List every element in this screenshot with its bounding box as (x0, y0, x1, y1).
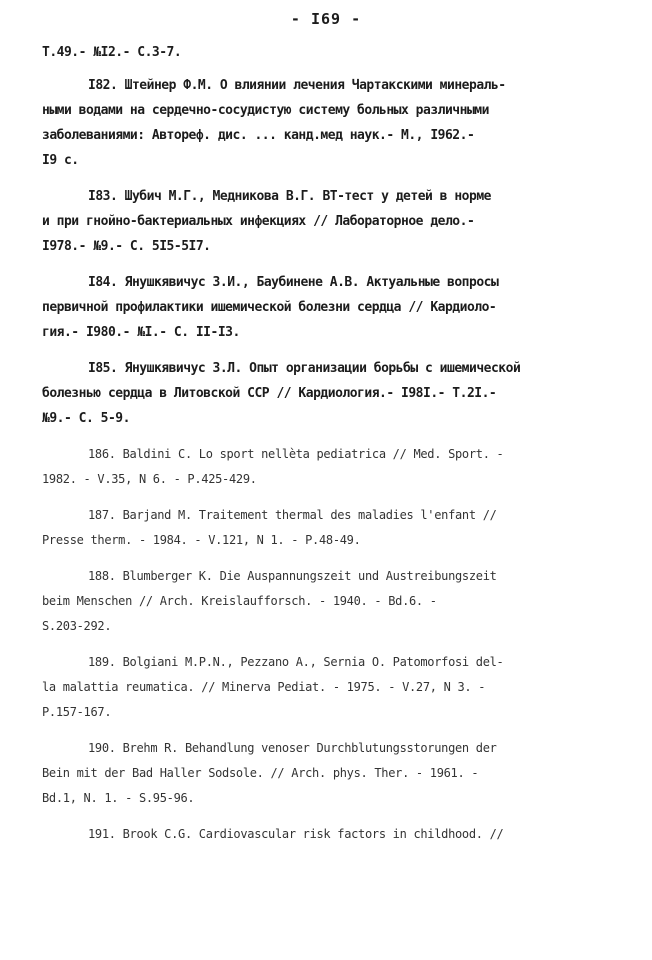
entry-188-line: 188. Blumberger K. Die Auspannungszeit und Austreibungszeit (88, 569, 497, 583)
entry-188-line: S.203-292. (42, 619, 112, 633)
entry-185-line: болезнью сердца в Литовской ССР // Кардиология.- I98I.- Т.2I.- (42, 386, 497, 401)
entry-189-line: P.157-167. (42, 705, 112, 719)
entry-187-line: Presse therm. - 1984. - V.121, N 1. - P.48-49. (42, 533, 361, 547)
entry-186-line: 1982. - V.35, N 6. - P.425-429. (42, 472, 257, 486)
entry-187-line: 187. Barjand M. Traitement thermal des maladies l'enfant // (88, 508, 497, 522)
entry-182-line: заболеваниями: Автореф. дис. ... канд.мед наук.- М., I962.- (42, 128, 475, 143)
entry-183-line: I978.- №9.- С. 5I5-5I7. (42, 239, 211, 254)
entry-185-line: I85. Янушкявичус З.Л. Опыт организации борьбы с ишемической (88, 361, 521, 376)
entry-182-line: I82. Штейнер Ф.М. О влиянии лечения Чартакскими минераль- (88, 78, 506, 93)
entry-186-line: 186. Baldini C. Lo sport nellèta pediatrica // Med. Sport. - (88, 447, 504, 461)
text-line: Т.49.- №I2.- С.3-7. (42, 45, 182, 60)
entry-190-line: Bd.1, N. 1. - S.95-96. (42, 791, 195, 805)
entry-183-line: I83. Шубич М.Г., Медникова В.Г. ВТ-тест у детей в норме (88, 189, 491, 204)
page-number: - I69 - (290, 10, 362, 28)
entry-190-line: 190. Brehm R. Behandlung venoser Durchblutungsstorungen der (88, 741, 497, 755)
entry-189-line: 189. Bolgiani M.P.N., Pezzano A., Sernia O. Patomorfosi del- (88, 655, 504, 669)
entry-182-line: I9 с. (42, 153, 79, 168)
entry-190-line: Bein mit der Bad Haller Sodsole. // Arch. phys. Ther. - 1961. - (42, 766, 479, 780)
entry-183-line: и при гнойно-бактериальных инфекциях // Лабораторное дело.- (42, 214, 475, 229)
entry-184-line: гия.- I980.- №I.- С. II-I3. (42, 325, 240, 340)
entry-184-line: I84. Янушкявичус З.И., Баубинене А.В. Актуальные вопросы (88, 275, 499, 290)
entry-184-line: первичной профилактики ишемической болезни сердца // Кардиоло- (42, 300, 497, 315)
entry-191-line: 191. Brook C.G. Cardiovascular risk factors in childhood. // (88, 827, 504, 841)
bibliography-list (42, 40, 614, 847)
entry-189-line: la malattia reumatica. // Minerva Pediat. - 1975. - V.27, N 3. - (42, 680, 486, 694)
entry-185-line: №9.- С. 5-9. (42, 411, 130, 426)
entry-188-line: beim Menschen // Arch. Kreislaufforsch. - 1940. - Bd.6. - (42, 594, 437, 608)
entry-182-line: ными водами на сердечно-сосудистую систему больных различными (42, 103, 489, 118)
